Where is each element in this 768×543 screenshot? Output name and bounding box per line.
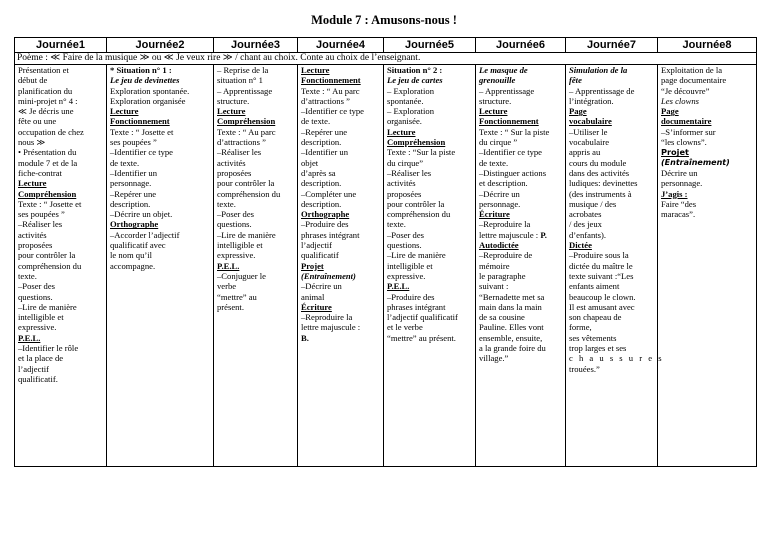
content-line: Exploration organisée xyxy=(110,95,186,106)
content-line: –Reproduire de xyxy=(479,250,533,261)
content-line: –Poser des xyxy=(18,281,55,292)
content-line: du cirque ” xyxy=(479,137,518,148)
content-line: Présentation et xyxy=(18,65,69,75)
content-line: (des instruments à xyxy=(569,188,632,199)
content-line: – Exploration xyxy=(387,85,435,96)
content-line: –Reproduire la xyxy=(301,312,353,323)
content-line: –Accorder l’adjectif xyxy=(110,229,180,240)
content-line: c h a u s s u r e s xyxy=(569,353,664,364)
content-line: Lecture xyxy=(301,65,330,75)
content-line: questions. xyxy=(217,219,252,230)
content-line: –Identifier le rôle xyxy=(18,343,79,354)
content-line: Texte : “Sur la piste xyxy=(387,147,456,158)
content-line: Écriture xyxy=(479,209,510,220)
content-line: l’adjectif qualificatif xyxy=(387,312,458,323)
content-line: ≪ Je décris une xyxy=(18,106,74,117)
content-line: –Décrire un xyxy=(479,188,520,199)
content-line: maracas”. xyxy=(661,209,696,220)
content-line: expressive. xyxy=(217,250,256,261)
content-line: texte. xyxy=(18,270,37,281)
planning-table xyxy=(14,37,757,467)
content-line: Compréhension xyxy=(217,116,276,127)
content-line: P.E.L. xyxy=(18,332,41,343)
content-line: –Utiliser le xyxy=(569,126,608,137)
content-line: texte suivant :“Les xyxy=(569,270,634,281)
content-line: proposées xyxy=(217,167,252,178)
day-header: Journée3 xyxy=(214,38,298,53)
content-line: –Lire de manière xyxy=(217,229,276,240)
content-line: animal xyxy=(301,291,325,302)
day-header: Journée1 xyxy=(15,38,107,53)
content-line: expressive. xyxy=(18,322,57,333)
content-line: –Poser des xyxy=(387,229,424,240)
content-line: –Repérer une xyxy=(301,126,348,137)
content-line: B. xyxy=(301,332,309,343)
content-line: Projet xyxy=(301,260,324,271)
content-line: “mettre” au xyxy=(217,291,257,302)
content-line: Exploitation de la xyxy=(661,65,723,75)
content-line: intelligible et xyxy=(387,260,433,271)
content-line: personnage. xyxy=(110,178,152,189)
content-line: le paragraphe xyxy=(479,270,526,281)
day-content xyxy=(566,65,664,467)
content-line: Autodictée xyxy=(479,240,519,251)
content-line: –Lire de manière xyxy=(387,250,446,261)
poem-row xyxy=(15,53,757,65)
content-line: J’agis : xyxy=(661,188,688,199)
content-line: nous ≫ xyxy=(18,137,46,148)
content-line: questions. xyxy=(18,291,53,302)
content-line: de texte. xyxy=(479,157,509,168)
content-line: qualificatif xyxy=(301,250,339,261)
content-line: beaucoup le clown. xyxy=(569,291,636,302)
content-line: fiche-contrat xyxy=(18,167,62,178)
content-line: Orthographe xyxy=(301,209,350,220)
content-line: main dans la main xyxy=(479,301,542,312)
content-line: –Compléter une xyxy=(301,188,357,199)
day-header: Journée8 xyxy=(658,38,757,53)
content-line: Compréhension xyxy=(18,188,77,199)
day-content xyxy=(384,65,476,467)
content-row xyxy=(15,65,757,467)
content-line: dictée du maître le xyxy=(569,260,633,271)
content-line: module 7 et de la xyxy=(18,157,78,168)
content-line: trouées.” xyxy=(569,363,600,374)
content-line: –Identifier un xyxy=(301,147,349,158)
content-line: Lecture xyxy=(217,106,246,117)
day-content xyxy=(298,65,384,467)
content-line: Écriture xyxy=(301,301,332,312)
content-line: –Décrire un xyxy=(301,281,342,292)
content-line: appris au xyxy=(569,147,601,158)
content-line: accompagne. xyxy=(110,260,156,271)
content-line: ses poupées ” xyxy=(18,209,65,220)
content-line: Exploration spontanée. xyxy=(110,85,190,96)
content-line: a la grande foire du xyxy=(479,343,546,354)
content-line: ensemble, ensuite, xyxy=(479,332,543,343)
content-line: grenouille xyxy=(479,75,516,86)
content-line: musique / des xyxy=(569,198,617,209)
content-line: Compréhension xyxy=(387,137,446,148)
content-line: début de xyxy=(18,75,48,86)
content-line: Lecture xyxy=(479,106,508,117)
content-line: ludiques: devinettes xyxy=(569,178,638,189)
content-line: texte. xyxy=(387,219,406,230)
day-header: Journée4 xyxy=(298,38,384,53)
content-line: –Produire des xyxy=(387,291,435,302)
content-line: Orthographe xyxy=(110,219,159,230)
content-line: mémoire xyxy=(479,260,510,271)
content-line: vocabulaire xyxy=(569,137,610,148)
content-line: Texte : “ Josette et xyxy=(18,198,82,209)
content-line: Fonctionnement xyxy=(110,116,170,127)
content-line: d’attractions ” xyxy=(301,95,350,106)
content-line: texte. xyxy=(217,198,236,209)
content-line: Pauline. Elles vont xyxy=(479,322,544,333)
content-line: Il est amusant avec xyxy=(569,301,635,312)
content-line: présent. xyxy=(217,301,244,312)
content-line: trop larges et ses xyxy=(569,343,627,354)
content-line: vocabulaire xyxy=(569,116,612,127)
content-line: intelligible et xyxy=(217,240,263,251)
content-line: d’après sa xyxy=(301,167,336,178)
content-line: ses poupées ” xyxy=(110,137,157,148)
content-line: Texte : “ Au parc xyxy=(301,85,360,96)
content-line: –Décrire un objet. xyxy=(110,209,173,220)
content-line: – Apprentissage xyxy=(479,85,535,96)
content-line: organisée. xyxy=(387,116,422,127)
content-line: –Identifier ce type xyxy=(479,147,542,158)
content-line: Les clowns xyxy=(661,95,699,106)
content-line: (Entraînement) xyxy=(661,157,730,167)
content-line: cours du module xyxy=(569,157,627,168)
content-line: P.E.L. xyxy=(387,281,410,292)
content-line: Page xyxy=(661,106,679,117)
content-line: lettre majuscule : xyxy=(301,322,361,333)
content-line: d’attractions ” xyxy=(217,137,266,148)
day-content xyxy=(214,65,298,467)
content-line: documentaire xyxy=(661,116,712,127)
content-line: proposées xyxy=(387,188,422,199)
content-line: description. xyxy=(301,198,342,209)
content-line: son chapeau de xyxy=(569,312,622,323)
page-title: Module 7 : Amusons-nous ! xyxy=(311,13,457,27)
content-line: enfants aiment xyxy=(569,281,620,292)
content-line: qualificatif. xyxy=(18,373,58,384)
day-header: Journée7 xyxy=(566,38,658,53)
content-line: et la place de xyxy=(18,353,64,364)
content-line: structure. xyxy=(217,95,250,106)
content-line: dans des activités xyxy=(569,167,630,178)
content-line: et le verbe xyxy=(387,322,423,333)
content-line: “Bernadette met sa xyxy=(479,291,545,302)
content-line: village.” xyxy=(479,353,509,364)
content-line: –Repérer une xyxy=(110,188,157,199)
content-line: de sa cousine xyxy=(479,312,525,323)
content-line: compréhension du xyxy=(387,209,451,220)
content-line: “mettre” au présent. xyxy=(387,332,456,343)
content-line: –Réaliser les xyxy=(217,147,262,158)
day-content xyxy=(476,65,566,467)
content-line: spontanée. xyxy=(387,95,424,106)
content-line: Texte : “ Sur la piste xyxy=(479,126,550,137)
content-line: intelligible et xyxy=(18,312,64,323)
content-line: de texte. xyxy=(110,157,140,168)
day-content xyxy=(107,65,214,467)
content-line: Fonctionnement xyxy=(301,75,361,86)
content-line: –Lire de manière xyxy=(18,301,77,312)
content-line: Lecture xyxy=(18,178,47,189)
content-line: –Identifier ce type xyxy=(110,147,173,158)
content-line: – Apprentissage xyxy=(217,85,273,96)
content-line: Le masque de xyxy=(479,65,528,75)
day-content xyxy=(15,65,107,467)
content-line: Simulation de la xyxy=(569,65,628,75)
content-line: le nom qu’il xyxy=(110,250,153,261)
content-line: objet xyxy=(301,157,319,168)
content-line: pour contrôler la xyxy=(18,250,76,261)
content-line: fête ou une xyxy=(18,116,57,127)
content-line: – Reprise de la xyxy=(217,65,269,75)
content-line: Lecture xyxy=(110,106,139,117)
content-line: expressive. xyxy=(387,270,426,281)
content-line: Page xyxy=(569,106,587,117)
content-line: l’adjectif xyxy=(301,240,333,251)
content-line: Le jeu de devinettes xyxy=(110,75,180,86)
header-row xyxy=(15,38,757,53)
content-line: activités xyxy=(18,229,47,240)
content-line: –Conjuguer le xyxy=(217,270,266,281)
content-line: –Réaliser les xyxy=(387,167,432,178)
content-line: “Je découvre” xyxy=(661,85,710,96)
day-header: Journée2 xyxy=(107,38,214,53)
content-line: page documentaire xyxy=(661,75,727,86)
content-line: Texte : “ Au parc xyxy=(217,126,276,137)
content-line: situation n° 1 xyxy=(217,75,263,86)
content-line: proposées xyxy=(18,240,53,251)
content-line: Projet xyxy=(661,147,689,158)
content-line: description. xyxy=(301,178,342,189)
content-line: description. xyxy=(110,198,151,209)
content-line: fête xyxy=(569,75,582,86)
content-line: acrobates xyxy=(569,209,602,220)
day-content xyxy=(658,65,757,467)
content-line: personnage. xyxy=(661,178,703,189)
content-line: planification du xyxy=(18,85,73,96)
content-line: pour contrôler la xyxy=(387,198,445,209)
content-line: Situation n° 2 : xyxy=(387,65,443,75)
content-line: * Situation n° 1 : xyxy=(110,65,172,75)
content-line: compréhension du xyxy=(18,260,82,271)
content-line: ses vêtements xyxy=(569,332,617,343)
content-line: d’enfants). xyxy=(569,229,606,240)
day-header: Journée5 xyxy=(384,38,476,53)
content-line: personnage. xyxy=(479,198,521,209)
content-line: –Poser des xyxy=(217,209,254,220)
poem-text: Poème : ≪ Faire de la musique ≫ ou ≪ Je veux rire ≫ / chant au choix. Conte au choix de l’enseignant. xyxy=(15,53,757,65)
content-line: compréhension du xyxy=(217,188,281,199)
content-line: • Présentation du xyxy=(18,147,77,158)
content-line: de texte. xyxy=(301,116,331,127)
content-line: description. xyxy=(301,137,342,148)
content-line: Fonctionnement xyxy=(479,116,539,127)
content-line: –Produire sous la xyxy=(569,250,629,261)
content-line: et description. xyxy=(479,178,528,189)
content-line: l’adjectif xyxy=(18,363,50,374)
content-line: occupation de chez xyxy=(18,126,84,137)
content-line: “les clowns”. xyxy=(661,137,707,148)
content-line: –Distinguer actions xyxy=(479,167,547,178)
content-line: suivant : xyxy=(479,281,509,292)
content-line: structure. xyxy=(479,95,512,106)
content-line: activités xyxy=(217,157,246,168)
content-line: mini-projet n° 4 : xyxy=(18,95,78,106)
content-line: –Identifier un xyxy=(110,167,158,178)
content-line: –Produire des xyxy=(301,219,349,230)
content-line: Dictée xyxy=(569,240,592,251)
content-line: activités xyxy=(387,178,416,189)
content-line: – Apprentissage de xyxy=(569,85,635,96)
content-line: – Exploration xyxy=(387,106,435,117)
content-line: –Reproduire la xyxy=(479,219,531,230)
content-line: forme, xyxy=(569,322,592,333)
content-line: / des jeux xyxy=(569,219,602,230)
content-line: du cirque” xyxy=(387,157,424,168)
content-line: –Réaliser les xyxy=(18,219,63,230)
content-line: verbe xyxy=(217,281,237,292)
content-line: phrases intégrant xyxy=(387,301,446,312)
content-line: lettre majuscule : P. xyxy=(479,229,547,240)
content-line: phrases intégrant xyxy=(301,229,360,240)
content-line: P.E.L. xyxy=(217,260,240,271)
content-line: pour contrôler la xyxy=(217,178,275,189)
content-line: questions. xyxy=(387,240,422,251)
content-line: –S’informer sur xyxy=(661,126,716,137)
day-header: Journée6 xyxy=(476,38,566,53)
content-line: Lecture xyxy=(387,126,416,137)
content-line: l’intégration. xyxy=(569,95,614,106)
content-line: Le jeu de cartes xyxy=(387,75,443,86)
content-line: qualificatif avec xyxy=(110,240,166,251)
content-line: Faire “des xyxy=(661,198,697,209)
content-line: –Identifier ce type xyxy=(301,106,364,117)
content-line: (Entraînement) xyxy=(301,270,356,281)
content-line: Texte : “ Josette et xyxy=(110,126,174,137)
content-line: Décrire un xyxy=(661,167,698,178)
